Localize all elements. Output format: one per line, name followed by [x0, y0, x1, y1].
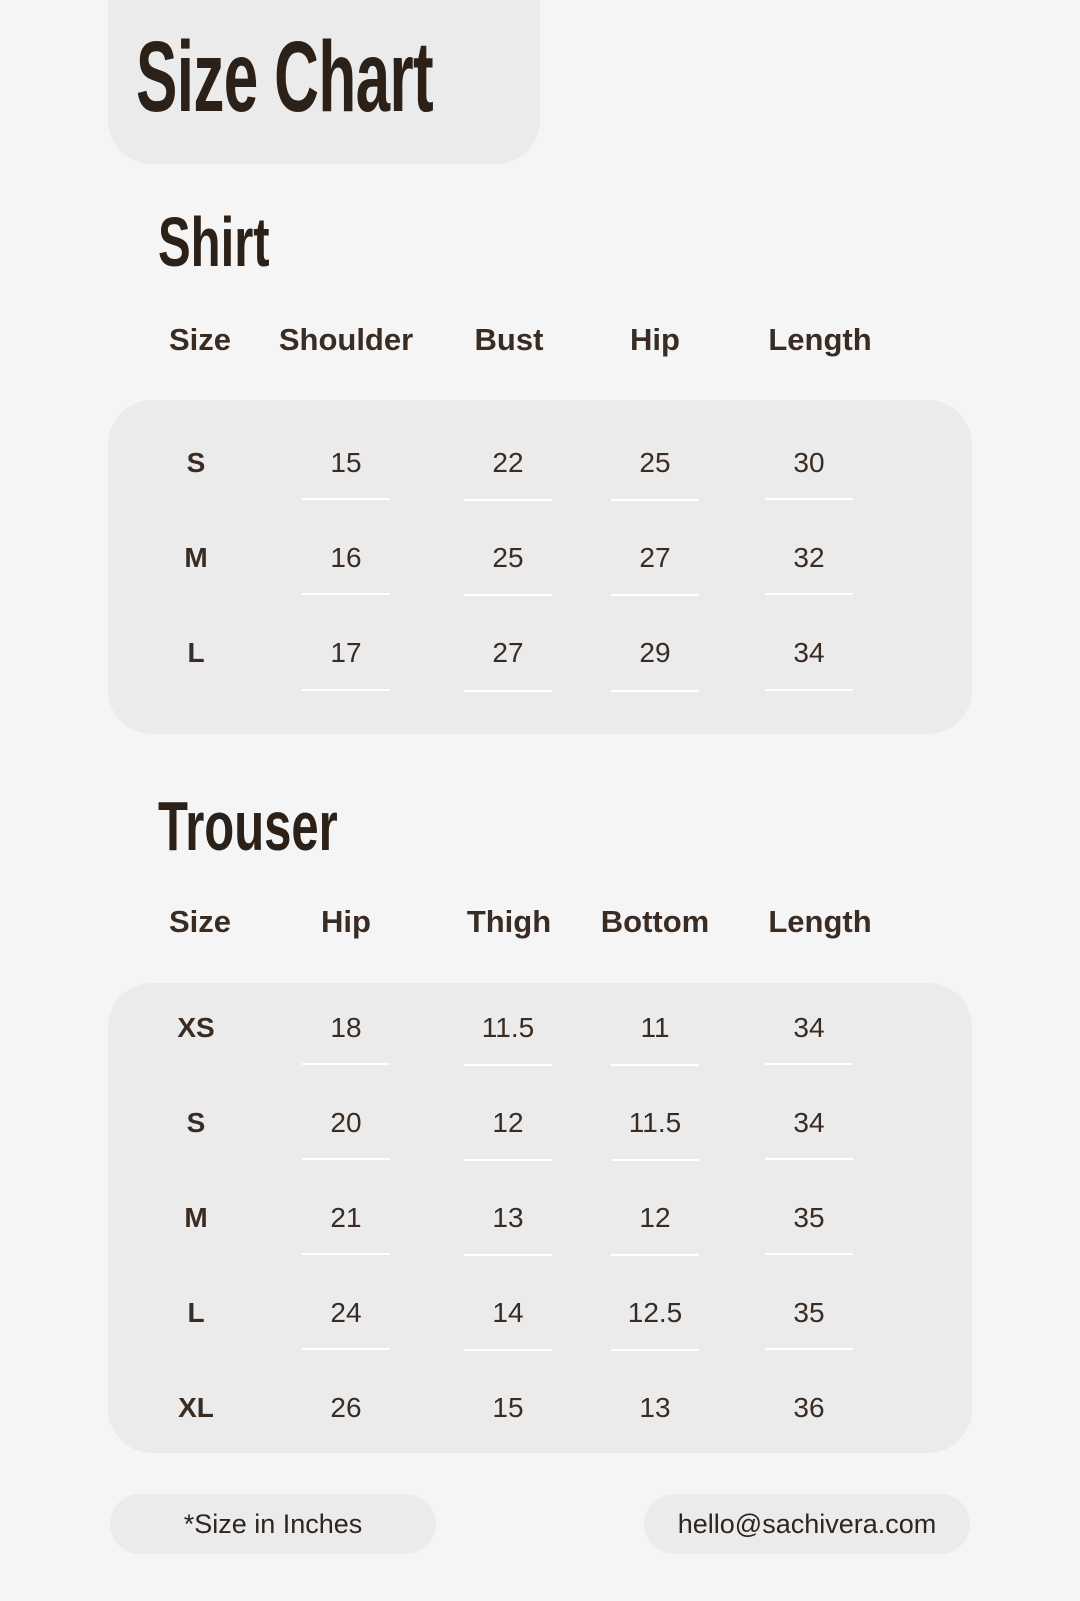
contact-email[interactable]: hello@sachivera.com — [644, 1494, 970, 1554]
cell-underline — [765, 1253, 853, 1255]
shirt-cell: 27 — [492, 637, 524, 668]
cell-underline — [464, 1254, 552, 1256]
cell-underline — [765, 1348, 853, 1350]
cell-underline — [765, 593, 853, 595]
shirt-table — [108, 400, 972, 734]
cell-underline — [302, 1063, 390, 1065]
cell-underline — [302, 593, 390, 595]
shirt-cell: 29 — [639, 637, 671, 668]
shirt-cell: 34 — [793, 637, 825, 668]
trouser-cell: 24 — [330, 1297, 362, 1328]
trouser-cell: 13 — [492, 1202, 524, 1233]
trouser-table — [108, 983, 972, 1453]
cell-underline — [302, 1348, 390, 1350]
trouser-cell: 26 — [330, 1392, 362, 1423]
trouser-col-hip: Hip — [321, 904, 371, 939]
shirt-row-size: M — [184, 542, 208, 573]
trouser-cell: 34 — [793, 1012, 825, 1043]
trouser-row-size: XL — [178, 1392, 214, 1423]
trouser-cell: 35 — [793, 1202, 825, 1233]
cell-underline — [464, 1159, 552, 1161]
trouser-cell: 12 — [639, 1202, 671, 1233]
shirt-cell: 15 — [330, 447, 362, 478]
trouser-heading: Trouser — [158, 787, 338, 865]
cell-underline — [464, 1349, 552, 1351]
shirt-col-bust: Bust — [474, 322, 544, 357]
cell-underline — [765, 689, 853, 691]
cell-underline — [464, 594, 552, 596]
trouser-col-size: Size — [168, 904, 232, 939]
trouser-col-bottom: Bottom — [600, 904, 710, 939]
cell-underline — [464, 690, 552, 692]
trouser-row-size: S — [186, 1107, 206, 1138]
trouser-col-thigh: Thigh — [466, 904, 552, 939]
cell-underline — [611, 1064, 699, 1066]
cell-underline — [611, 690, 699, 692]
cell-underline — [302, 1158, 390, 1160]
cell-underline — [765, 1063, 853, 1065]
cell-underline — [302, 498, 390, 500]
trouser-cell: 20 — [330, 1107, 362, 1138]
shirt-col-size: Size — [168, 322, 232, 357]
shirt-cell: 16 — [330, 542, 362, 573]
trouser-row-size: XS — [177, 1012, 215, 1043]
trouser-col-length: Length — [768, 904, 872, 939]
shirt-col-shoulder: Shoulder — [278, 322, 414, 357]
cell-underline — [611, 594, 699, 596]
cell-underline — [611, 1349, 699, 1351]
page-title: Size Chart — [136, 21, 433, 133]
cell-underline — [765, 498, 853, 500]
cell-underline — [464, 499, 552, 501]
trouser-cell: 15 — [492, 1392, 524, 1423]
trouser-cell: 36 — [793, 1392, 825, 1423]
shirt-row-size: L — [187, 637, 205, 668]
trouser-cell: 34 — [793, 1107, 825, 1138]
trouser-cell: 18 — [330, 1012, 362, 1043]
shirt-cell: 25 — [492, 542, 524, 573]
trouser-row-size: M — [184, 1202, 208, 1233]
shirt-cell: 32 — [793, 542, 825, 573]
shirt-heading: Shirt — [158, 203, 270, 281]
trouser-cell: 12 — [492, 1107, 524, 1138]
shirt-cell: 25 — [639, 447, 671, 478]
shirt-col-hip: Hip — [630, 322, 680, 357]
cell-underline — [302, 689, 390, 691]
trouser-cell: 35 — [793, 1297, 825, 1328]
shirt-cell: 17 — [330, 637, 362, 668]
size-note: *Size in Inches — [110, 1494, 436, 1554]
shirt-cell: 22 — [492, 447, 524, 478]
cell-underline — [464, 1064, 552, 1066]
trouser-cell: 12.5 — [627, 1297, 683, 1328]
trouser-cell: 11 — [640, 1012, 670, 1043]
trouser-row-size: L — [187, 1297, 205, 1328]
trouser-cell: 14 — [492, 1297, 524, 1328]
cell-underline — [302, 1253, 390, 1255]
trouser-cell: 11.5 — [481, 1012, 535, 1043]
trouser-cell: 21 — [330, 1202, 362, 1233]
cell-underline — [611, 1159, 699, 1161]
cell-underline — [611, 1254, 699, 1256]
shirt-cell: 27 — [639, 542, 671, 573]
shirt-col-length: Length — [768, 322, 872, 357]
shirt-cell: 30 — [793, 447, 825, 478]
trouser-cell: 11.5 — [628, 1107, 682, 1138]
cell-underline — [611, 499, 699, 501]
cell-underline — [765, 1158, 853, 1160]
trouser-cell: 13 — [639, 1392, 671, 1423]
shirt-row-size: S — [186, 447, 206, 478]
